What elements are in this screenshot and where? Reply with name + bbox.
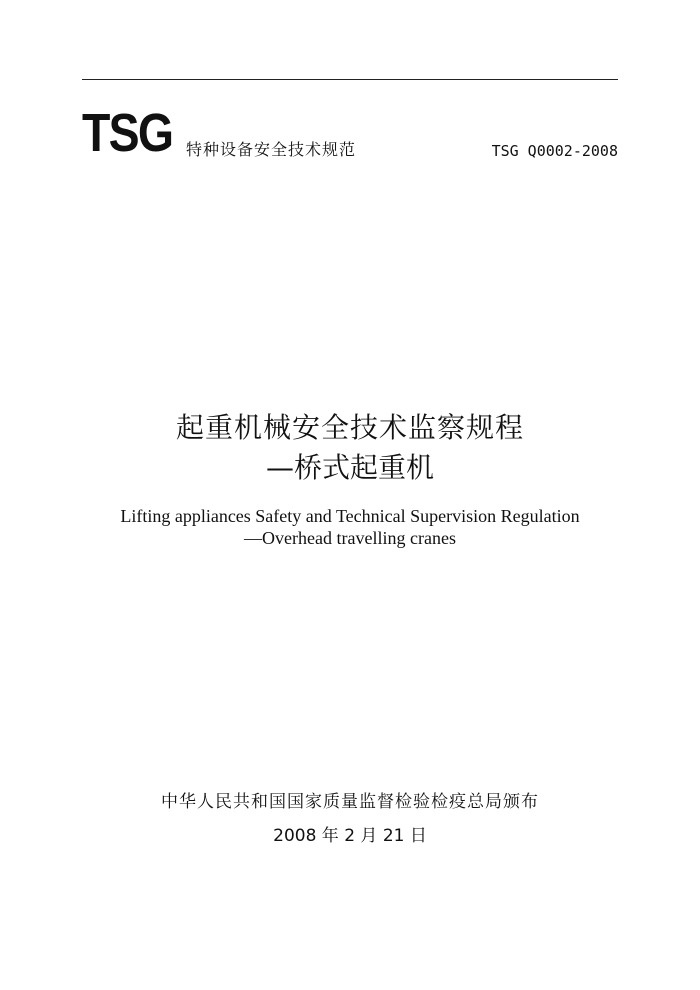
issuing-authority: 中华人民共和国国家质量监督检验检疫总局颁布	[161, 792, 539, 812]
title-english: Lifting appliances Safety and Technical Supervision Regulation	[120, 506, 580, 526]
top-rule	[82, 79, 618, 80]
subtitle-english: —Overhead travelling cranes	[244, 528, 456, 548]
title-chinese: 起重机械安全技术监察规程	[175, 411, 524, 444]
series-name: 特种设备安全技术规范	[186, 140, 357, 159]
subtitle-chinese: —桥式起重机	[265, 451, 434, 484]
issue-date: 2008 年 2 月 21 日	[273, 826, 427, 846]
title-block	[0, 408, 700, 549]
document-code: TSG Q0002-2008	[491, 142, 618, 160]
tsg-logo: TSG	[82, 103, 173, 163]
footer	[0, 790, 700, 848]
document-header	[82, 104, 618, 164]
